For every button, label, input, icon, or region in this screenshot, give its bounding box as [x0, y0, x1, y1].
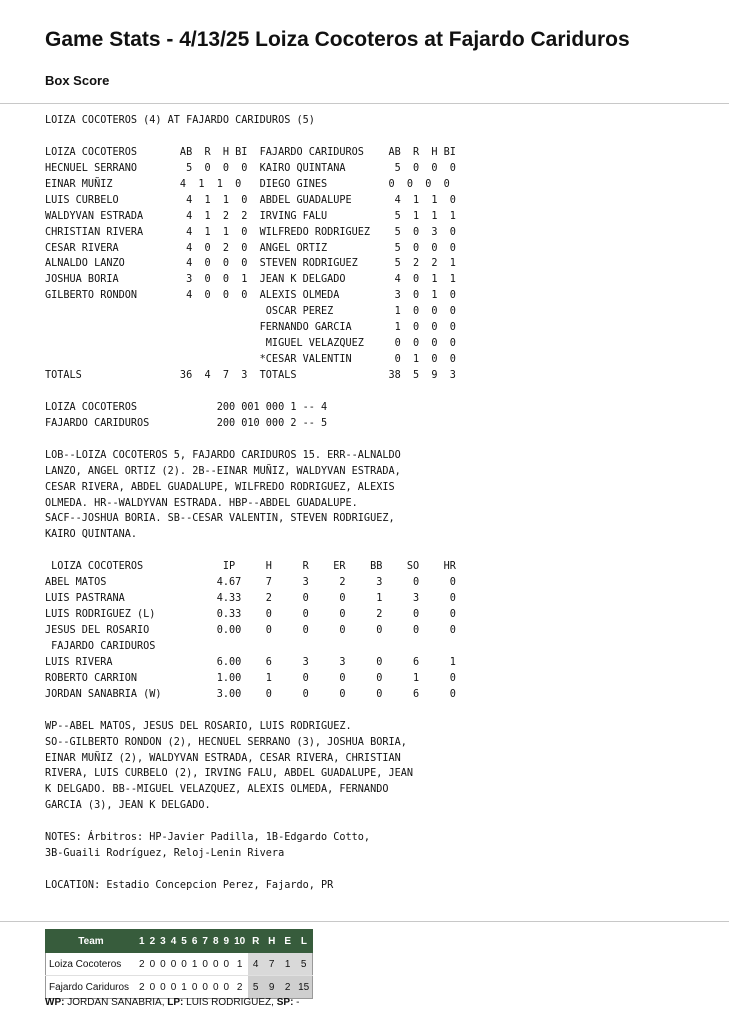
linescore-total-cell: 1 — [280, 953, 296, 976]
box-score-line: JORDAN SANABRIA (W) 3.00 0 0 0 0 6 0 — [45, 688, 456, 700]
linescore-inning-cell: 1 — [189, 953, 200, 976]
box-score-line: FERNANDO GARCIA 1 0 0 0 — [45, 322, 456, 334]
linescore-inning-cell: 0 — [158, 953, 169, 976]
linescore-total-cell: 4 — [248, 953, 264, 976]
linescore-inning-cell: 0 — [168, 976, 179, 999]
box-score-line — [45, 862, 725, 878]
linescore-header-row — [46, 930, 313, 953]
box-score-line: FAJARDO CARIDUROS 200 010 000 2 -- 5 — [45, 417, 328, 429]
linescore-total-cell: 15 — [296, 976, 313, 999]
box-score-line — [45, 129, 725, 145]
linescore-inning-cell: 0 — [189, 976, 200, 999]
linescore-table — [45, 929, 313, 999]
box-score-line: LUIS CURBELO 4 1 1 0 ABDEL GUADALUPE 4 1 1 0 — [45, 194, 456, 206]
linescore-header-cell: L — [296, 930, 313, 953]
linescore-row — [46, 953, 313, 976]
linescore-header-cell: 1 — [137, 930, 148, 953]
box-score-line: GILBERTO RONDON 4 0 0 0 ALEXIS OLMEDA 3 0 1 0 — [45, 290, 456, 302]
linescore-header-cell: 3 — [158, 930, 169, 953]
linescore-inning-cell: 0 — [168, 953, 179, 976]
box-score-line: 3B-Guaili Rodríguez, Reloj-Lenin Rivera — [45, 848, 285, 860]
linescore-header-cell: R — [248, 930, 264, 953]
linescore-header-cell: 2 — [147, 930, 158, 953]
lp-label: LP: — [167, 997, 184, 1008]
linescore-inning-cell: 1 — [179, 976, 190, 999]
box-score-line: SO--GILBERTO RONDON (2), HECNUEL SERRANO (3), JOSHUA BORIA, — [45, 736, 407, 748]
wp-value: JORDAN SANABRIA, — [64, 997, 168, 1008]
box-score-line: K DELGADO. BB--MIGUEL VELAZQUEZ, ALEXIS OLMEDA, FERNANDO — [45, 784, 389, 796]
linescore-inning-cell: 1 — [232, 953, 248, 976]
linescore-header-cell: 7 — [200, 930, 211, 953]
linescore-header-cell: 5 — [179, 930, 190, 953]
box-score-line: WALDYVAN ESTRADA 4 1 2 2 IRVING FALU 5 1 1 1 — [45, 210, 456, 222]
box-score-line: LOIZA COCOTEROS 200 001 000 1 -- 4 — [45, 401, 328, 413]
linescore-header-cell: E — [280, 930, 296, 953]
linescore-header-cell: 9 — [221, 930, 232, 953]
linescore-inning-cell: 0 — [158, 976, 169, 999]
box-score-line: LOIZA COCOTEROS IP H R ER BB SO HR — [45, 561, 456, 573]
box-score-line: EINAR MUÑIZ 4 1 1 0 DIEGO GINES 0 0 0 0 — [45, 178, 450, 190]
linescore-row — [46, 976, 313, 999]
box-score-line: LANZO, ANGEL ORTIZ (2). 2B--EINAR MUÑIZ, WALDYVAN ESTRADA, — [45, 465, 401, 477]
box-score-line: HECNUEL SERRANO 5 0 0 0 KAIRO QUINTANA 5 0 0 0 — [45, 162, 456, 174]
linescore-inning-cell: 0 — [200, 953, 211, 976]
box-score-line — [45, 432, 725, 448]
box-score-line — [45, 814, 725, 830]
box-score-line — [45, 384, 725, 400]
linescore-inning-cell: 0 — [210, 953, 221, 976]
linescore-header-cell: 6 — [189, 930, 200, 953]
linescore-header-cell: H — [264, 930, 280, 953]
linescore-total-cell: 5 — [248, 976, 264, 999]
linescore-header-team: Team — [46, 930, 137, 953]
divider-top — [0, 103, 729, 104]
box-score-line: CESAR RIVERA 4 0 2 0 ANGEL ORTIZ 5 0 0 0 — [45, 242, 456, 254]
linescore-inning-cell: 0 — [221, 976, 232, 999]
linescore-inning-cell: 0 — [210, 976, 221, 999]
sp-value: - — [293, 997, 300, 1008]
box-score-line: CESAR RIVERA, ABDEL GUADALUPE, WILFREDO RODRIGUEZ, ALEXIS — [45, 481, 395, 493]
wp-label: WP: — [45, 997, 65, 1008]
linescore-inning-cell: 0 — [147, 976, 158, 999]
box-score-line: JOSHUA BORIA 3 0 0 1 JEAN K DELGADO 4 0 1 1 — [45, 274, 456, 286]
box-score-line: NOTES: Árbitros: HP-Javier Padilla, 1B-Edgardo Cotto, — [45, 832, 371, 844]
box-score-line: LUIS PASTRANA 4.33 2 0 0 1 3 0 — [45, 593, 456, 605]
box-score-line: CHRISTIAN RIVERA 4 1 1 0 WILFREDO RODRIGUEZ 5 0 3 0 — [45, 226, 456, 238]
box-score-line: ABEL MATOS 4.67 7 3 2 3 0 0 — [45, 577, 456, 589]
page-title: Game Stats - 4/13/25 Loiza Cocoteros at Fajardo Cariduros — [45, 28, 630, 51]
linescore-inning-cell: 0 — [221, 953, 232, 976]
box-score-text — [45, 113, 725, 894]
box-score-line: LOIZA COCOTEROS (4) AT FAJARDO CARIDUROS (5) — [45, 115, 315, 126]
box-score-line: *CESAR VALENTIN 0 1 0 0 — [45, 354, 456, 366]
lp-value: LUIS RODRIGUEZ, — [183, 997, 277, 1008]
linescore-total-cell: 2 — [280, 976, 296, 999]
box-score-line: SACF--JOSHUA BORIA. SB--CESAR VALENTIN, STEVEN RODRIGUEZ, — [45, 513, 395, 525]
linescore-team-name: Fajardo Cariduros — [46, 976, 137, 999]
linescore-inning-cell: 2 — [137, 976, 148, 999]
pitcher-decisions — [45, 997, 300, 1008]
box-score-line: RIVERA, LUIS CURBELO (2), IRVING FALU, ABDEL GUADALUPE, JEAN — [45, 768, 414, 780]
linescore-team-name: Loiza Cocoteros — [46, 953, 137, 976]
linescore-inning-cell: 0 — [147, 953, 158, 976]
linescore-header-cell: 4 — [168, 930, 179, 953]
box-score-line: FAJARDO CARIDUROS — [45, 640, 156, 652]
linescore-total-cell: 9 — [264, 976, 280, 999]
box-score-line: JESUS DEL ROSARIO 0.00 0 0 0 0 0 0 — [45, 625, 456, 636]
linescore-inning-cell: 2 — [232, 976, 248, 999]
divider-bottom — [0, 921, 729, 922]
box-score-line: TOTALS 36 4 7 3 TOTALS 38 5 9 3 — [45, 370, 456, 381]
box-score-line — [45, 703, 725, 719]
box-score-line: LOIZA COCOTEROS AB R H BI FAJARDO CARIDUROS AB R H BI — [45, 146, 456, 158]
box-score-line: LUIS RODRIGUEZ (L) 0.33 0 0 0 2 0 0 — [45, 609, 456, 621]
linescore-inning-cell: 0 — [179, 953, 190, 976]
linescore-inning-cell: 2 — [137, 953, 148, 976]
box-score-line: GARCIA (3), JEAN K DELGADO. — [45, 800, 211, 812]
section-title-box-score: Box Score — [45, 73, 110, 88]
linescore-header-cell: 8 — [210, 930, 221, 953]
box-score-line: ROBERTO CARRION 1.00 1 0 0 0 1 0 — [45, 672, 456, 684]
box-score-line: OLMEDA. HR--WALDYVAN ESTRADA. HBP--ABDEL GUADALUPE. — [45, 497, 358, 509]
box-score-line: MIGUEL VELAZQUEZ 0 0 0 0 — [45, 338, 456, 350]
box-score-line: LUIS RIVERA 6.00 6 3 3 0 6 1 — [45, 656, 456, 668]
box-score-line — [45, 543, 725, 559]
sp-label: SP: — [276, 997, 294, 1008]
box-score-line: LOCATION: Estadio Concepcion Perez, Fajardo, PR — [45, 880, 334, 891]
linescore-total-cell: 7 — [264, 953, 280, 976]
box-score-line: OSCAR PEREZ 1 0 0 0 — [45, 306, 456, 318]
linescore-header-cell: 10 — [232, 930, 248, 953]
box-score-line: WP--ABEL MATOS, JESUS DEL ROSARIO, LUIS RODRIGUEZ. — [45, 720, 352, 732]
box-score-line: ALNALDO LANZO 4 0 0 0 STEVEN RODRIGUEZ 5 2 2 1 — [45, 258, 456, 270]
box-score-line: EINAR MUÑIZ (2), WALDYVAN ESTRADA, CESAR RIVERA, CHRISTIAN — [45, 752, 401, 764]
box-score-line: LOB--LOIZA COCOTEROS 5, FAJARDO CARIDUROS 15. ERR--ALNALDO — [45, 449, 401, 461]
linescore-total-cell: 5 — [296, 953, 313, 976]
linescore-inning-cell: 0 — [200, 976, 211, 999]
box-score-line: KAIRO QUINTANA. — [45, 529, 138, 541]
